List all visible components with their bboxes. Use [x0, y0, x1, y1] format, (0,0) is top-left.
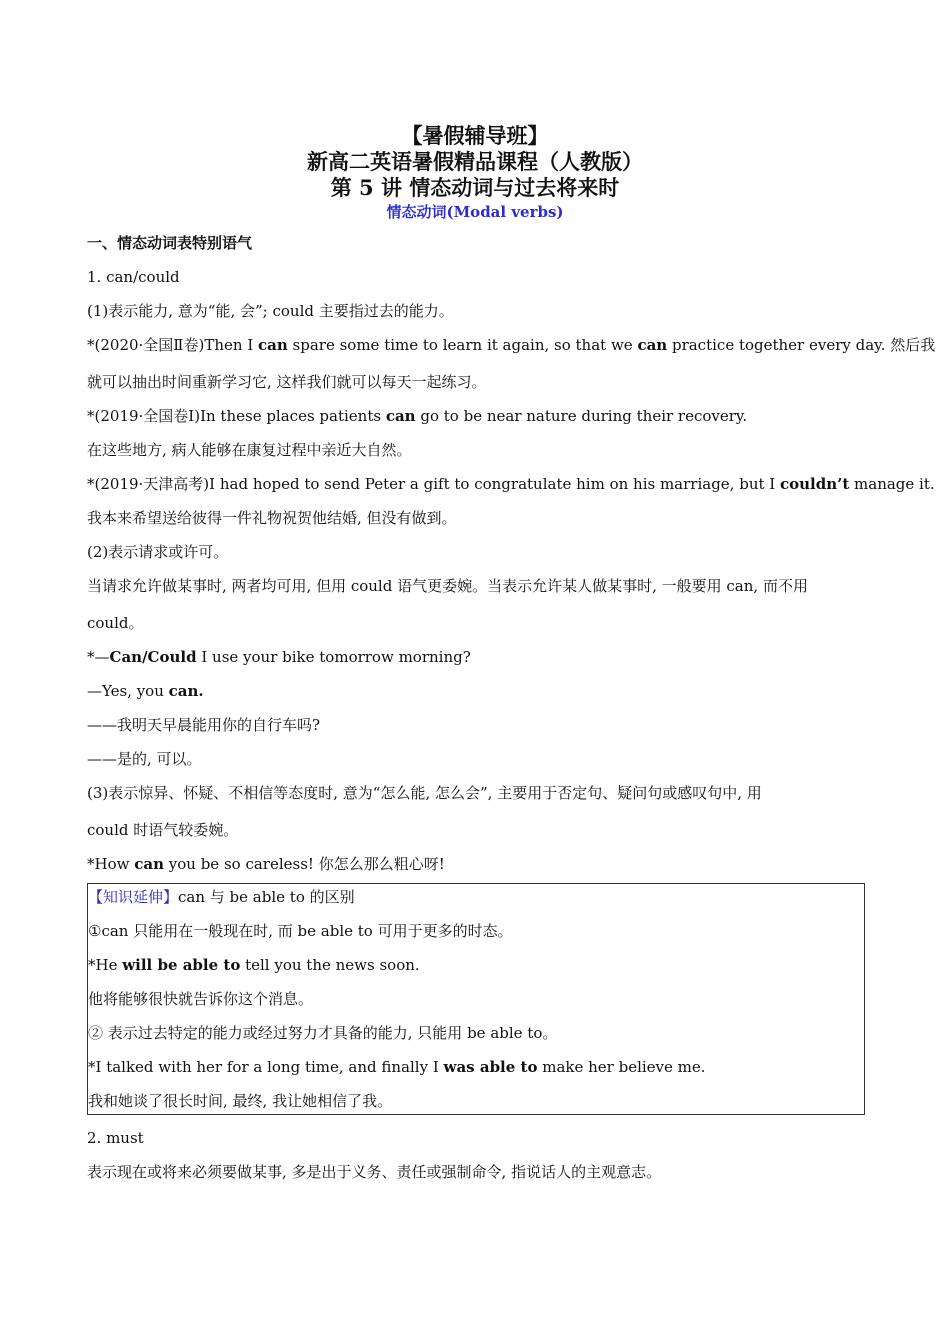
paragraph: could 时语气较委婉。 [87, 821, 239, 839]
paragraph: 表示现在或将来必须要做某事, 多是出于义务、责任或强制命令, 指说话人的主观意志。 [87, 1163, 662, 1181]
paragraph: (2)表示请求或许可。 [87, 543, 229, 561]
example-translation: 就可以抽出时间重新学习它, 这样我们就可以每天一起练习。 [87, 373, 487, 391]
box-rule: ② 表示过去特定的能力或经过努力才具备的能力, 只能用 be able to。 [88, 1024, 558, 1042]
box-example: *I talked with her for a long time, and finally I was able to make her believe me. [88, 1058, 706, 1076]
lesson-title: 第 5 讲 情态动词与过去将来时 [330, 175, 620, 200]
dialogue-translation: ——我明天早晨能用你的自行车吗? [87, 716, 321, 734]
example-sentence: *How can you be so careless! 你怎么那么粗心呀! [87, 855, 445, 873]
paragraph: 当请求允许做某事时, 两者均可用, 但用 could 语气更委婉。当表示允许某人做某事时, 一般要用 can, 而不用 [87, 577, 808, 595]
box-translation: 他将能够很快就告诉你这个消息。 [88, 990, 314, 1008]
example-translation: 我本来希望送给彼得一件礼物祝贺他结婚, 但没有做到。 [87, 509, 457, 527]
example-sentence: *(2019·全国卷Ⅰ)In these places patients can go to be near nature during their recovery. [87, 407, 748, 425]
document-body [87, 232, 936, 1183]
box-tag: 【知识延伸】 [88, 888, 179, 906]
box-translation: 我和她谈了很长时间, 最终, 我让她相信了我。 [88, 1092, 393, 1110]
subsection-heading: 2. must [87, 1129, 144, 1147]
dialogue-line: *—Can/Could I use your bike tomorrow morning? [87, 648, 471, 666]
box-title: 【知识延伸】can 与 be able to 的区别 [88, 888, 355, 906]
box-rule: ①can 只能用在一般现在时, 而 be able to 可用于更多的时态。 [88, 922, 513, 940]
box-example: *He will be able to tell you the news soon. [88, 956, 420, 974]
subsection-heading: 1. can/could [87, 268, 180, 286]
paragraph: (3)表示惊异、怀疑、不相信等态度时, 意为“怎么能, 怎么会”, 主要用于否定句、疑问句或感叹句中, 用 [87, 784, 762, 802]
paragraph: could。 [87, 614, 144, 632]
example-translation: 在这些地方, 病人能够在康复过程中亲近大自然。 [87, 441, 412, 459]
dialogue-translation: ——是的, 可以。 [87, 750, 202, 768]
example-sentence: *(2019·天津高考)I had hoped to send Peter a gift to congratulate him on his marriage, but I couldn’t manage it. [87, 475, 935, 493]
paragraph: (1)表示能力, 意为“能, 会”; could 主要指过去的能力。 [87, 302, 454, 320]
section-heading: 一、情态动词表特别语气 [87, 234, 253, 252]
dialogue-line: —Yes, you can. [87, 682, 204, 700]
course-label: 【暑假辅导班】 [401, 123, 549, 148]
example-sentence: *(2020·全国Ⅱ卷)Then I can spare some time to learn it again, so that we can practice together every day. 然后我 [87, 336, 936, 354]
lesson-subtitle: 情态动词(Modal verbs) [386, 203, 564, 221]
course-title: 新高二英语暑假精品课程（人教版） [307, 149, 643, 174]
knowledge-extension-box [87, 883, 865, 1115]
